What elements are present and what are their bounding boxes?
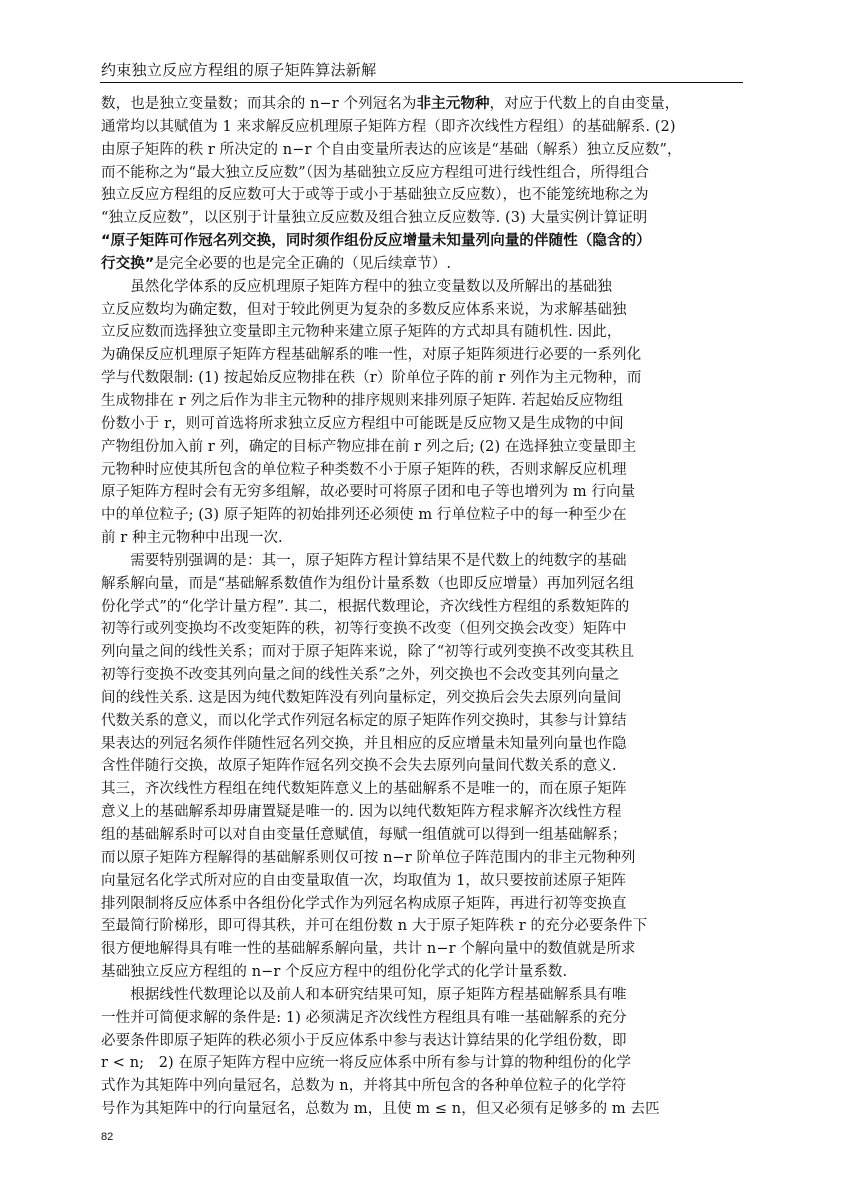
text-line: 立反应数而选择独立变量即主元物种来建立原子矩阵的方式却具有随机性. 因此，: [101, 324, 622, 341]
header-rule: [100, 82, 743, 83]
text-line: 初等行变换不改变其列向量之间的线性关系”之外，列交换也不会改变其列向量之: [101, 667, 620, 684]
text-line: 间的线性关系. 这是因为纯代数矩阵没有列向量标定，列交换后会失去原列向量间: [101, 689, 622, 706]
text-line: 式作为其矩阵中列向量冠名，总数为 n，并将其中所包含的各种单位粒子的化学符: [101, 1078, 627, 1095]
text-line-bold: “原子矩阵可作冠名列交换，同时须作组份反应增量未知量列向量的伴随性（隐含的）: [101, 233, 651, 250]
text-line: “独立反应数”，以区别于计量独立反应数及组合独立反应数等. (3) 大量实例计算证明: [101, 210, 648, 227]
text-line: 产物组份加入前 r 列，确定的目标产物应排在前 r 列之后; (2) 在选择独立变量即主: [101, 438, 637, 455]
paragraph-start: 需要特别强调的是：其一，原子矩阵方程计算结果不是代数上的纯数字的基础: [101, 552, 627, 569]
page-number: 82: [101, 1131, 114, 1143]
paragraph-start: 根据线性代数理论以及前人和本研究结果可知，原子矩阵方程基础解系具有唯: [101, 986, 627, 1003]
text-line: 由原子矩阵的秩 r 所决定的 n−r 个自由变量所表达的应该是“基础（解系）独立反应数”，: [101, 141, 682, 158]
text-line: 排列限制将反应体系中各组份化学式作为列冠名构成原子矩阵，再进行初等变换直: [101, 895, 627, 912]
text-line: 代数关系的意义，而以化学式作列冠名标定的原子矩阵作列交换时，其参与计算结: [101, 712, 627, 729]
text-line: 基础独立反应方程组的 n−r 个反应方程中的组份化学式的化学计量系数.: [101, 964, 568, 981]
text-line: 一性并可简便求解的条件是: 1) 必须满足齐次线性方程组具有唯一基础解系的充分: [101, 1009, 627, 1026]
text-line: 初等行或列变换均不改变矩阵的秩，初等行变换不改变（但列交换会改变）矩阵中: [101, 621, 627, 638]
bold-term: 非主元物种: [416, 96, 490, 112]
text-line: 中的单位粒子; (3) 原子矩阵的初始排列还必须使 m 行单位粒子中的每一种至少在: [101, 507, 627, 524]
text-line: 元物种时应使其所包含的单位粒子种类数不小于原子矩阵的秩，否则求解反应机理: [101, 461, 627, 478]
text-line: 必要条件即原子矩阵的秩必须小于反应体系中参与表达计算结果的化学组份数，即: [101, 1032, 627, 1049]
text-line: 独立反应方程组的反应数可大于或等于或小于基础独立反应数），也不能笼统地称之为: [101, 187, 649, 204]
text-line: 原子矩阵方程时会有无穷多组解，故必要时可将原子团和电子等也增列为 m 行向量: [101, 484, 636, 501]
running-header-title: 约束独立反应方程组的原子矩阵算法新解: [101, 61, 377, 79]
text-line: 数，也是独立变量数；而其余的 n−r 个列冠名为非主元物种，对应于代数上的自由变量，: [101, 96, 680, 112]
text-line: 而不能称之为“最大独立反应数”（因为基础独立反应方程组可进行线性组合，所得组合: [101, 164, 649, 181]
text-line: 为确保反应机理原子矩阵方程基础解系的唯一性，对原子矩阵须进行必要的一系列化: [101, 347, 642, 364]
text-line: 而以原子矩阵方程解得的基础解系则仅可按 n−r 阶单位子阵范围内的非主元物种列: [101, 849, 636, 866]
text-line: 行交换”是完全必要的也是完全正确的（见后续章节）.: [101, 255, 452, 272]
text-line: 通常均以其赋值为 1 来求解反应机理原子矩阵方程（即齐次线性方程组）的基础解系. (2): [101, 118, 676, 135]
text-line: 解系解向量，而是“基础解系数值作为组份计量系数（也即反应增量）再加列冠名组: [101, 575, 635, 592]
text-line: 生成物排在 r 列之后作为非主元物种的排序规则来排列原子矩阵. 若起始反应物组: [101, 392, 624, 409]
text-line: 号作为其矩阵中的行向量冠名，总数为 m，且使 m ≤ n，但又必须有足够多的 m 去匹: [101, 1101, 660, 1118]
text-line: 份数小于 r，则可首选将所求独立反应方程组中可能既是反应物又是生成物的中间: [101, 415, 624, 432]
text-line: 其三，齐次线性方程组在纯代数矩阵意义上的基础解系不是唯一的，而在原子矩阵: [101, 781, 627, 798]
text-line: 含性伴随行交换，故原子矩阵作冠名列交换不会失去原列向量间代数关系的意义.: [101, 758, 617, 775]
text-line: 前 r 种主元物种中出现一次.: [101, 530, 283, 547]
text-line: r < n; 2) 在原子矩阵方程中应统一将反应体系中所有参与计算的物种组份的化学: [101, 1055, 632, 1072]
text-line: 果表达的列冠名须作伴随性冠名列交换，并且相应的反应增量未知量列向量也作隐: [101, 735, 627, 752]
text-line: 很方便地解得具有唯一性的基础解系解向量，共计 n−r 个解向量中的数值就是所求: [101, 941, 636, 958]
body-text: [101, 93, 743, 1121]
text-line: 学与代数限制: (1) 按起始反应物排在秩（r）阶单位子阵的前 r 列作为主元物种，而: [101, 370, 642, 387]
text-line: 立反应数均为确定数，但对于较此例更为复杂的多数反应体系来说，为求解基础独: [101, 301, 627, 318]
text-line: 向量冠名化学式所对应的自由变量取值一次，均取值为 1，故只要按前述原子矩阵: [101, 872, 627, 889]
text-line: 意义上的基础解系却毋庸置疑是唯一的. 因为以纯代数矩阵方程求解齐次线性方程: [101, 804, 622, 821]
text-line: 至最简行阶梯形，即可得其秩，并可在组份数 n 大于原子矩阵秩 r 的充分必要条件下: [101, 918, 648, 935]
text-line: 列向量之间的线性关系；而对于原子矩阵来说，除了“初等行或列变换不改变其秩且: [101, 644, 635, 661]
text-line: 组的基础解系时可以对自由变量任意赋值，每赋一组值就可以得到一组基础解系；: [101, 827, 627, 843]
text-line: 份化学式”的“化学计量方程”. 其二，根据代数理论，齐次线性方程组的系数矩阵的: [101, 598, 630, 615]
bold-term: 行交换”: [101, 255, 155, 272]
paragraph-start: 虽然化学体系的反应机理原子矩阵方程中的独立变量数以及所解出的基础独: [101, 278, 612, 295]
